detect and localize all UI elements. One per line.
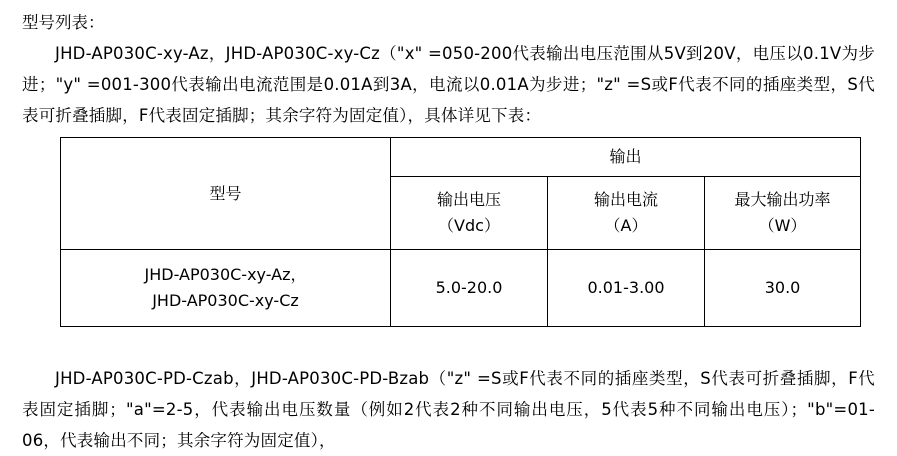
page-title: 型号列表： <box>22 13 105 32</box>
paragraph-pd-models: JHD-AP030C-PD-Czab，JHD-AP030C-PD-Bzab（"z" =S或F代表不同的插座类型，S代表可折叠插脚，F代表固定插脚；"a"=2-5，代表输出电压数量（例如2代表2种不同输出电压，5代表5种不同输出电压）；"b"=01-06，代表输出不同；其余字符为固定值）， <box>22 369 875 450</box>
cell-output-voltage: 5.0-20.0 <box>391 250 548 327</box>
cell-output-current: 0.01-3.00 <box>548 250 705 327</box>
header-output-voltage <box>391 177 548 250</box>
cell-model-line2: JHD-AP030C-xy-Cz <box>152 291 299 310</box>
spacer <box>22 327 875 363</box>
header-model: 型号 <box>61 138 391 250</box>
cell-max-output-power: 30.0 <box>705 250 861 327</box>
header-output-current <box>548 177 705 250</box>
header-max-output-power-line1: 最大输出功率 <box>734 190 831 209</box>
paragraph-model-list: JHD-AP030C-xy-Az，JHD-AP030C-xy-Cz（"x" =050-200代表输出电压范围从5V到20V，电压以0.1V为步进；"y" =001-300代表输出电流范围是0.01A到3A，电流以0.01A为步进；"z" =S或F代表不同的插座类型，S代表可折叠插脚，F代表固定插脚；其余字符为固定值），具体详见下表： <box>22 44 875 125</box>
header-output-voltage-line2: （Vdc） <box>438 216 500 235</box>
header-output-current-line2: （A） <box>604 216 648 235</box>
table-header-row-1 <box>61 138 861 177</box>
header-output-current-line1: 输出电流 <box>593 190 658 209</box>
header-max-output-power <box>705 177 861 250</box>
header-output-voltage-line1: 输出电压 <box>436 190 501 209</box>
table-row <box>61 250 861 327</box>
header-output: 输出 <box>391 138 861 177</box>
specification-table <box>60 137 861 327</box>
cell-model-line1: JHD-AP030C-xy-Az， <box>144 265 307 284</box>
cell-model <box>61 250 391 327</box>
header-max-output-power-line2: （W） <box>758 216 807 235</box>
